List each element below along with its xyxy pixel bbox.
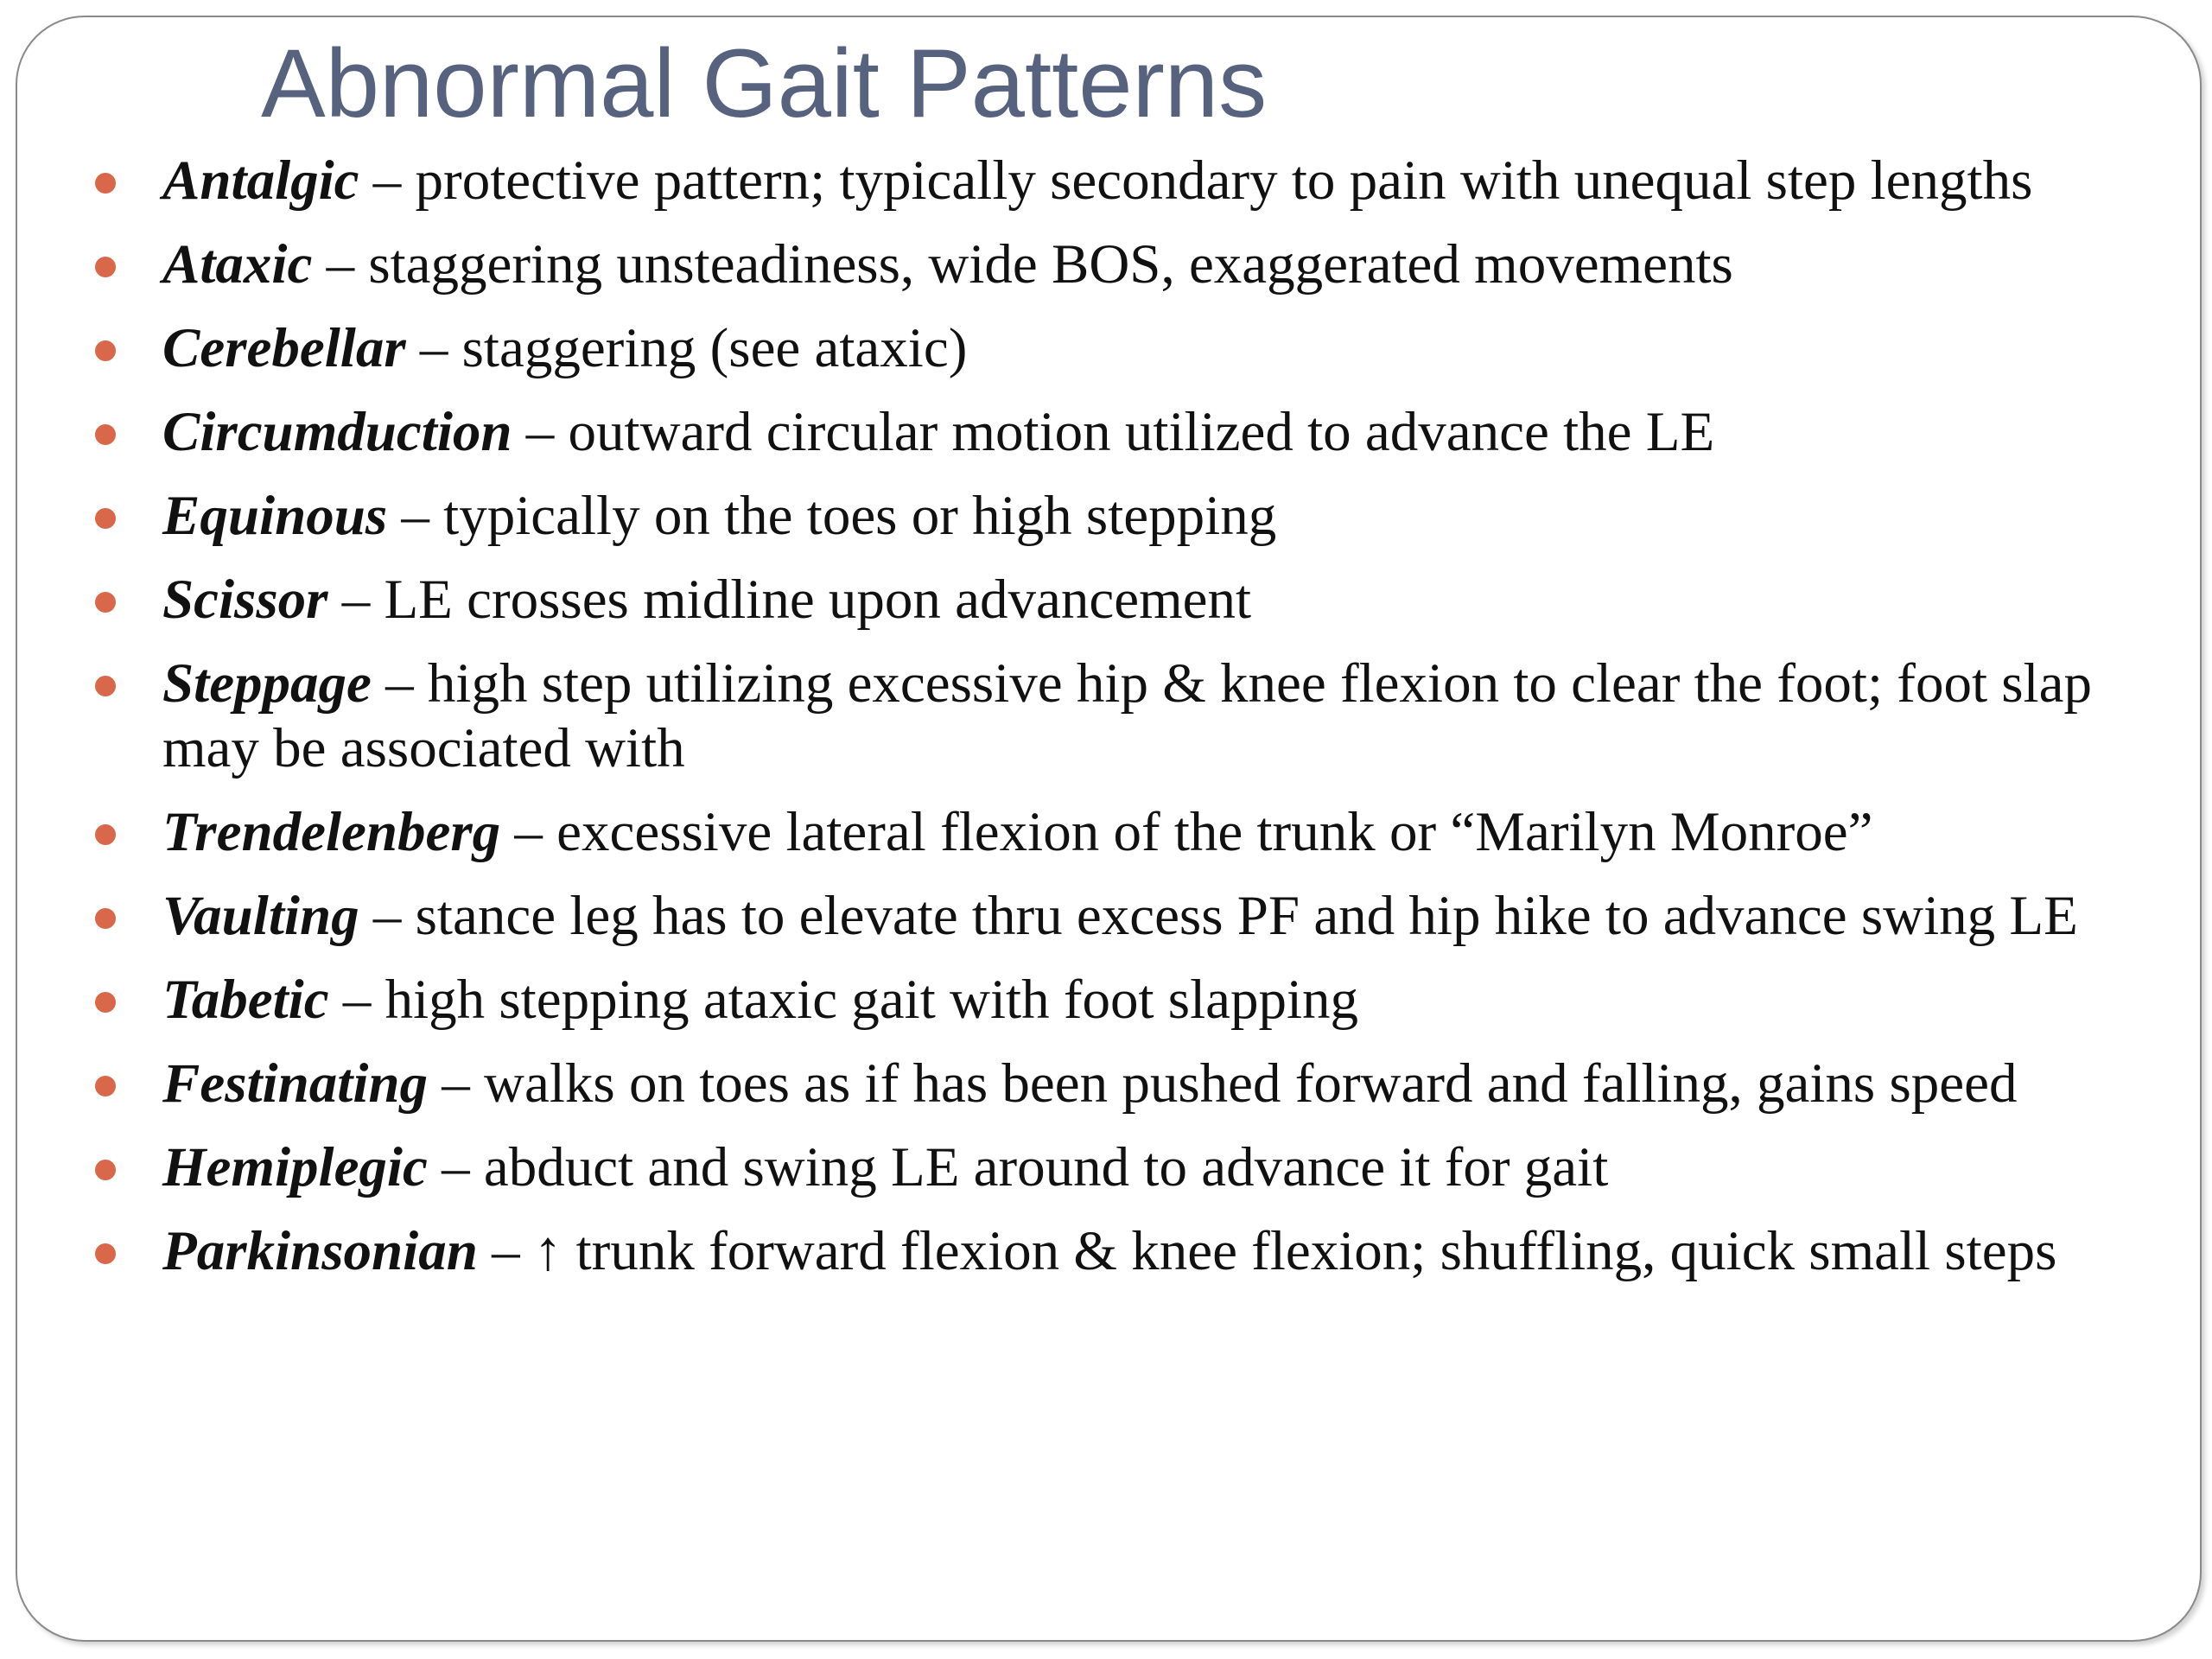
gait-term: Antalgic [162, 149, 359, 212]
gait-description: – stance leg has to elevate thru excess PF and hip hike to advance swing LE [359, 885, 2078, 947]
list-item [162, 1219, 2167, 1284]
gait-term: Vaulting [162, 885, 359, 947]
list-item [162, 652, 2167, 781]
slide-frame [16, 16, 2202, 1642]
gait-description: – abduct and swing LE around to advance it for gait [427, 1136, 1609, 1198]
bullet-dot-icon [95, 508, 116, 529]
gait-description: – protective pattern; typically secondary to pain with unequal step lengths [359, 149, 2033, 212]
gait-term: Festinating [162, 1052, 429, 1115]
gait-term: Circumduction [162, 401, 512, 463]
gait-term: Steppage [162, 652, 372, 715]
slide-title: Abnormal Gait Patterns [261, 29, 1268, 137]
gait-pattern-list [162, 149, 2167, 1303]
gait-description: – typically on the toes or high stepping [387, 485, 1277, 547]
gait-term: Hemiplegic [162, 1136, 428, 1198]
gait-description: – high stepping ataxic gait with foot slapping [328, 969, 1359, 1031]
bullet-dot-icon [95, 824, 116, 845]
list-item [162, 1135, 2167, 1200]
list-item [162, 400, 2167, 465]
list-item [162, 1052, 2167, 1116]
list-item [162, 800, 2167, 865]
gait-description: – staggering unsteadiness, wide BOS, exaggerated movements [312, 233, 1733, 296]
gait-term: Cerebellar [162, 317, 406, 379]
bullet-dot-icon [95, 1160, 116, 1180]
gait-description: – staggering (see ataxic) [405, 317, 968, 379]
bullet-dot-icon [95, 992, 116, 1013]
gait-description: – outward circular motion utilized to advance the LE [512, 401, 1715, 463]
gait-description: – ↑ trunk forward flexion & knee flexion; shuffling, quick small steps [477, 1220, 2057, 1282]
list-item [162, 568, 2167, 632]
gait-term: Equinous [162, 485, 388, 547]
bullet-dot-icon [95, 1243, 116, 1264]
gait-description: – walks on toes as if has been pushed forward and falling, gains speed [428, 1052, 2018, 1115]
gait-term: Parkinsonian [162, 1220, 478, 1282]
bullet-dot-icon [95, 1076, 116, 1096]
bullet-dot-icon [95, 340, 116, 361]
list-item [162, 316, 2167, 381]
bullet-dot-icon [95, 676, 116, 696]
list-item [162, 968, 2167, 1033]
gait-description: – excessive lateral flexion of the trunk or “Marilyn Monroe” [500, 801, 1873, 863]
bullet-dot-icon [95, 908, 116, 929]
bullet-dot-icon [95, 424, 116, 445]
list-item [162, 149, 2167, 213]
bullet-dot-icon [95, 592, 116, 613]
gait-term: Tabetic [162, 969, 329, 1031]
bullet-dot-icon [95, 173, 116, 194]
gait-description: – LE crosses midline upon advancement [327, 569, 1252, 631]
list-item [162, 884, 2167, 949]
list-item [162, 484, 2167, 549]
list-item [162, 232, 2167, 297]
bullet-dot-icon [95, 257, 116, 277]
gait-term: Trendelenberg [162, 801, 501, 863]
gait-description: – high step utilizing excessive hip & knee flexion to clear the foot; foot slap may be associated with [162, 652, 2092, 779]
gait-term: Ataxic [162, 233, 313, 296]
gait-term: Scissor [162, 569, 328, 631]
